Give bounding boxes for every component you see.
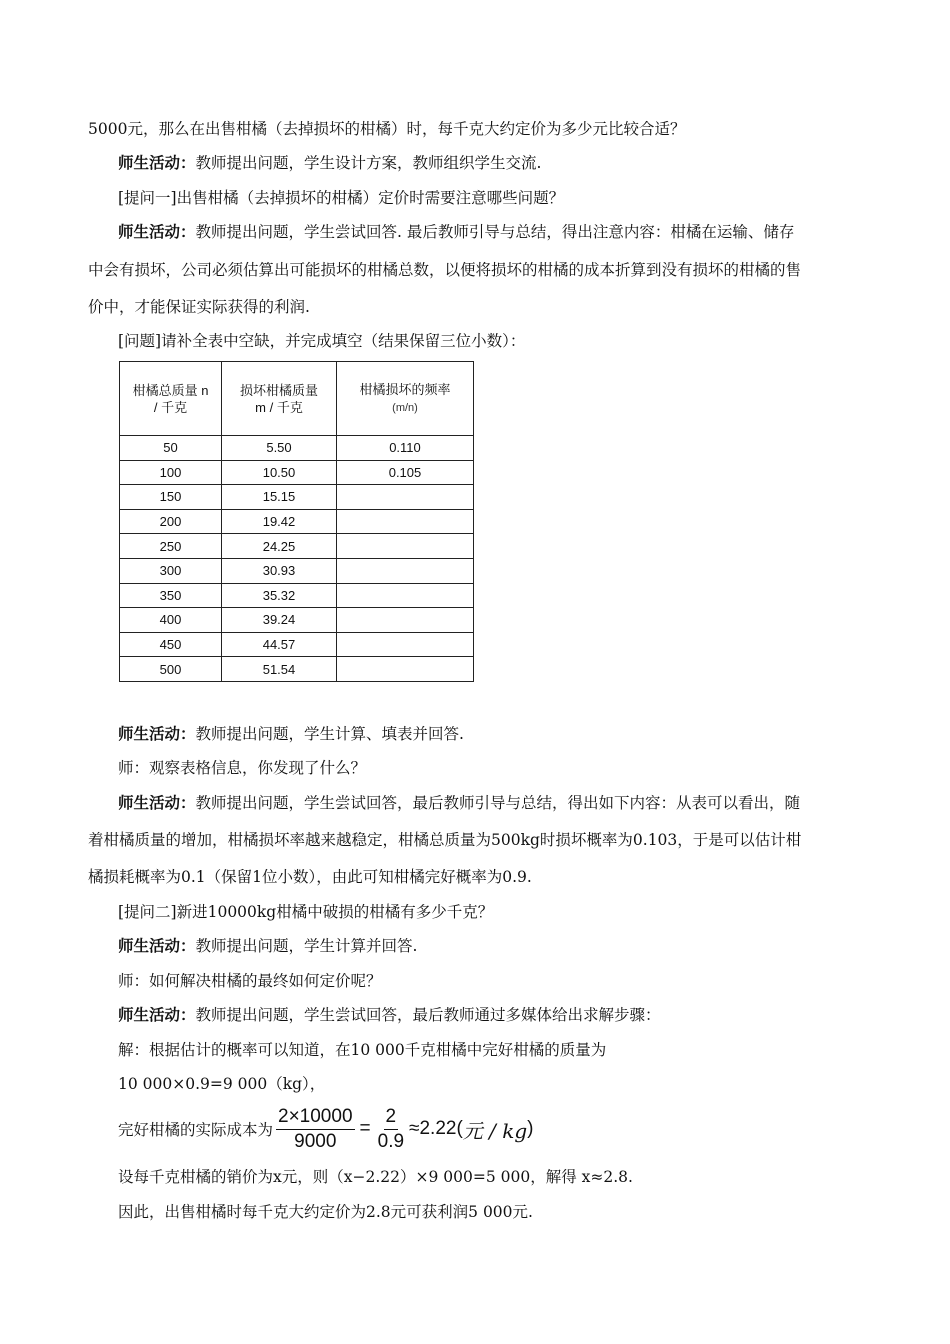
fraction-simplified (376, 1106, 406, 1153)
cell-frequency: 0.105 (337, 460, 474, 485)
paragraph-line: 中会有损坏，公司必须估算出可能损坏的柑橘总数，以便将损坏的柑橘的成本折算到没有损坏的柑橘的售 (88, 261, 802, 279)
cell-n: 400 (120, 608, 222, 633)
cell-m: 39.24 (222, 608, 337, 633)
teacher-line: 师：观察表格信息，你发现了什么？ (118, 759, 367, 777)
citrus-data-table (119, 361, 474, 682)
header-damage-frequency: 柑橘损坏的频率 (m/n) (337, 362, 474, 436)
activity-line (118, 222, 950, 242)
activity-label: 师生活动： (118, 725, 196, 743)
paren-open: ( (456, 1118, 463, 1139)
cell-n: 100 (120, 460, 222, 485)
cell-frequency (337, 558, 474, 583)
fraction-cost (276, 1106, 355, 1153)
formula-lead-text: 完好柑橘的实际成本为 (118, 1121, 274, 1139)
table-row (120, 657, 474, 682)
cell-frequency (337, 608, 474, 633)
question-line: [提问一]出售柑橘（去掉损坏的柑橘）定价时需要注意哪些问题？ (118, 189, 565, 207)
cell-frequency (337, 534, 474, 559)
activity-text: 教师提出问题，学生尝试回答，最后教师通过多媒体给出求解步骤： (195, 1006, 661, 1024)
cell-m: 19.42 (222, 509, 337, 534)
paragraph-line: 价中，才能保证实际获得的利润. (88, 298, 310, 316)
cell-n: 200 (120, 509, 222, 534)
cell-m: 24.25 (222, 534, 337, 559)
cell-frequency: 0.110 (337, 436, 474, 461)
paragraph-line: 5000元，那么在出售柑橘（去掉损坏的柑橘）时，每千克大约定价为多少元比较合适？ (88, 120, 686, 138)
equals-sign: = (359, 1118, 371, 1139)
paren-close: ) (527, 1118, 534, 1139)
table-row (120, 583, 474, 608)
table-row (120, 460, 474, 485)
cell-m: 51.54 (222, 657, 337, 682)
cell-m: 30.93 (222, 558, 337, 583)
table-row (120, 509, 474, 534)
activity-text: 教师提出问题，学生尝试回答. 最后教师引导与总结，得出注意内容：柑橘在运输、储存 (195, 223, 795, 241)
cell-m: 10.50 (222, 460, 337, 485)
cell-frequency (337, 583, 474, 608)
cell-m: 35.32 (222, 583, 337, 608)
conclusion-line: 因此，出售柑橘时每千克大约定价为2.8元可获利润5 000元. (118, 1203, 533, 1221)
cell-n: 150 (120, 485, 222, 510)
unit-label: 元 / kg (462, 1118, 528, 1143)
header-damaged-mass: 损坏柑橘质量 m / 千克 (222, 362, 337, 436)
cell-frequency (337, 509, 474, 534)
cell-n: 250 (120, 534, 222, 559)
activity-text: 教师提出问题，学生尝试回答，最后教师引导与总结，得出如下内容：从表可以看出，随 (195, 794, 801, 812)
table-row (120, 632, 474, 657)
activity-label: 师生活动： (118, 223, 196, 241)
activity-text: 教师提出问题，学生设计方案，教师组织学生交流. (195, 154, 542, 172)
activity-label: 师生活动： (118, 154, 196, 172)
activity-line (118, 153, 950, 173)
cell-m: 44.57 (222, 632, 337, 657)
activity-line (118, 936, 950, 956)
fraction-numerator: 2×10000 (276, 1106, 355, 1130)
cell-n: 350 (120, 583, 222, 608)
question-line: [问题]请补全表中空缺，并完成填空（结果保留三位小数）： (118, 332, 526, 350)
activity-label: 师生活动： (118, 937, 196, 955)
paragraph-line: 着柑橘质量的增加，柑橘损坏率越来越稳定，柑橘总质量为500kg时损坏概率为0.103，于是可以估计柑 (88, 831, 802, 849)
fraction-numerator: 2 (384, 1106, 399, 1130)
paragraph-line: 橘损耗概率为0.1（保留1位小数），由此可知柑橘完好概率为0.9. (88, 868, 532, 886)
cell-n: 300 (120, 558, 222, 583)
cell-n: 450 (120, 632, 222, 657)
solution-line: 解：根据估计的概率可以知道，在10 000千克柑橘中完好柑橘的质量为 (118, 1041, 607, 1059)
solution-line: 10 000×0.9=9 000（kg）， (118, 1075, 326, 1093)
table-row (120, 608, 474, 633)
fraction-denominator: 9000 (294, 1130, 337, 1152)
cell-frequency (337, 485, 474, 510)
fraction-denominator: 0.9 (377, 1130, 405, 1152)
question-line: [提问二]新进10000kg柑橘中破损的柑橘有多少千克？ (118, 903, 494, 921)
cell-n: 50 (120, 436, 222, 461)
activity-line (118, 1005, 950, 1025)
activity-text: 教师提出问题，学生计算并回答. (195, 937, 418, 955)
activity-line (118, 724, 950, 744)
activity-label: 师生活动： (118, 1006, 196, 1024)
activity-text: 教师提出问题，学生计算、填表并回答. (195, 725, 464, 743)
header-total-mass: 柑橘总质量 n / 千克 (120, 362, 222, 436)
activity-label: 师生活动： (118, 794, 196, 812)
teacher-line: 师：如何解决柑橘的最终如何定价呢？ (118, 972, 382, 990)
table-row (120, 485, 474, 510)
cell-frequency (337, 632, 474, 657)
table-header-row (120, 362, 474, 436)
cell-m: 15.15 (222, 485, 337, 510)
table-row (120, 436, 474, 461)
cell-n: 500 (120, 657, 222, 682)
table-row (120, 534, 474, 559)
cell-frequency (337, 657, 474, 682)
cost-formula (118, 1099, 534, 1159)
approx-result: ≈2.22 (409, 1118, 457, 1139)
table-row (120, 558, 474, 583)
cell-m: 5.50 (222, 436, 337, 461)
solution-line: 设每千克柑橘的销价为x元，则（x−2.22）×9 000=5 000，解得 x≈2.8. (118, 1168, 633, 1186)
activity-line (118, 793, 950, 813)
